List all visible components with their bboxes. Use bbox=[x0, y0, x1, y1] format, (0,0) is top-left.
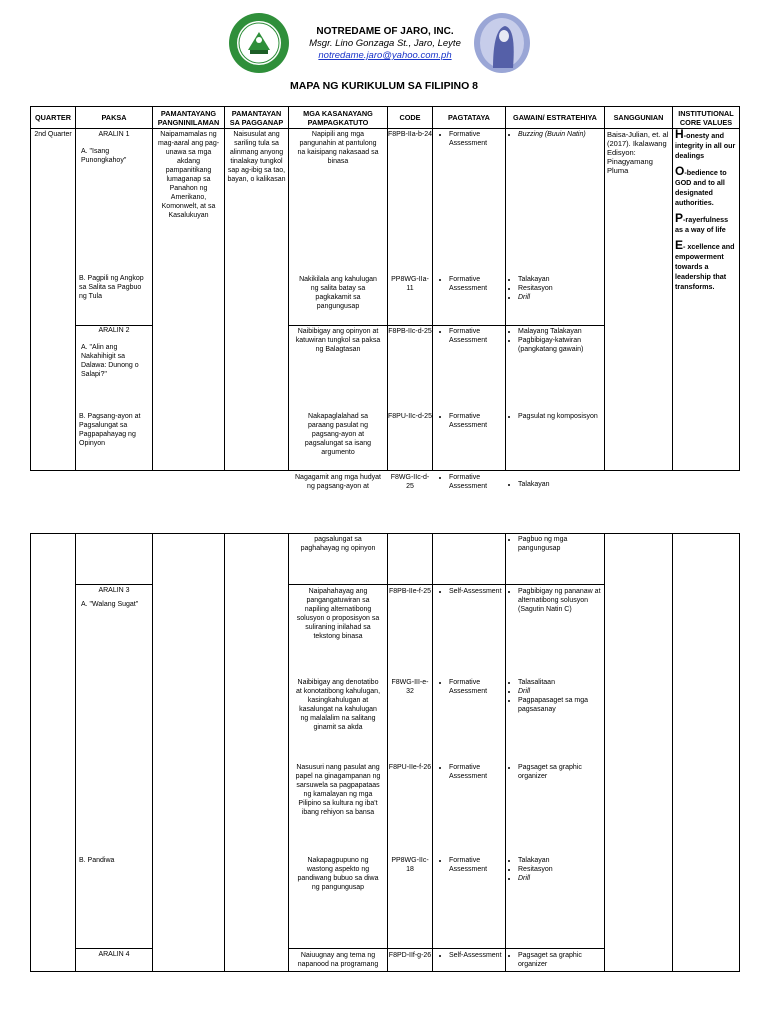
paksa-title: B. Pagpili ng Angkop sa Salita sa Pagbuo ng Tula bbox=[79, 275, 144, 300]
gawain-item: • Pagbibigay-katwiran (pangkatang gawain) bbox=[518, 336, 604, 354]
pamantayang-pangnilalaman-cell bbox=[153, 534, 225, 972]
core-value-honesty: H-onesty and integrity in all our dealings bbox=[675, 127, 736, 160]
document-title: MAPA NG KURIKULUM SA FILIPINO 8 bbox=[289, 80, 479, 92]
pagtataya-item: • Self-Assessment bbox=[449, 951, 505, 960]
gawain-cell bbox=[506, 129, 605, 488]
core-values-cell bbox=[673, 534, 740, 972]
core-value-prayerfulness: P-rayerfulness as a way of life bbox=[675, 211, 729, 234]
code-text: F8PD-IIf-g-26 bbox=[388, 948, 432, 960]
sanggunian-cell bbox=[605, 534, 673, 972]
paksa-cell bbox=[76, 129, 153, 471]
core-value-excellence: E- xcellence and empowerment towards a leadership that transforms. bbox=[675, 238, 735, 291]
kasanayan-text: pagsalungat sa paghahayag ng opinyon bbox=[300, 536, 376, 552]
col-header-paksa: PAKSA bbox=[76, 107, 153, 129]
gawain-item: • Resitasyon bbox=[518, 284, 604, 293]
code-text: F8WG-IIc-d-25 bbox=[390, 474, 430, 490]
table-row bbox=[31, 534, 740, 972]
kasanayan-text: Naibibigay ang opinyon at katuwiran tungkol sa paksa ng Balagtasan bbox=[289, 325, 387, 354]
aralin-label: ARALIN 4 bbox=[98, 951, 130, 958]
pagtataya-item: • Formative Assessment bbox=[449, 275, 505, 293]
document-header bbox=[0, 0, 768, 110]
gawain-item: • Drill bbox=[518, 293, 604, 302]
paksa-title: B. Pandiwa bbox=[79, 857, 115, 864]
kasanayan-text: Naiuugnay ang tema ng napanood na programang bbox=[289, 948, 387, 969]
school-name: NOTREDAME OF JARO, INC. bbox=[316, 26, 454, 37]
col-header-sanggunian: SANGGUNIAN bbox=[605, 107, 673, 129]
gawain-item: • Drill bbox=[518, 687, 604, 696]
quarter-cell bbox=[31, 534, 76, 972]
paksa-title: A. "Walang Sugat" bbox=[81, 601, 139, 608]
sanggunian-cell: Baisa-Julian, et. al (2017). Ikalawang Edisyon: Pinagyamang Pluma bbox=[605, 129, 673, 471]
code-text: F8PB-IIa-b-24 bbox=[388, 131, 432, 138]
gawain-item: • Talakayan bbox=[518, 480, 604, 489]
school-address: Msgr. Lino Gonzaga St., Jaro, Leyte bbox=[309, 38, 461, 49]
pagtataya-cell bbox=[433, 129, 506, 490]
col-header-code: CODE bbox=[388, 107, 433, 129]
gawain-item: • Resitasyon bbox=[518, 865, 604, 874]
kasanayan-text: Naipahahayag ang pangangatuwiran sa napiling alternatibong solusyon o proposisyon sa suliraning inilahad sa tekstong binasa bbox=[289, 584, 387, 641]
curriculum-table-2 bbox=[30, 533, 740, 972]
pagtataya-item: • Formative Assessment bbox=[449, 678, 505, 696]
kasanayan-text: Naibibigay ang denotatibo at konotatibong kahulugan, kasingkahulugan at kasalungat na kahulugan ng malalalim na salitang ginamit sa akda bbox=[295, 679, 381, 731]
table-row bbox=[31, 129, 740, 471]
kasanayan-text: Nakikilala ang kahulugan ng salita batay sa pagkakamit sa pangungusap bbox=[299, 276, 377, 310]
code-text: PP8WG-IIc-18 bbox=[391, 857, 429, 873]
kasanayan-text: Napipili ang mga pangunahin at pantulong na kaisipang nakasaad sa binasa bbox=[297, 131, 379, 165]
pamantayang-pangnilalaman-cell: Naipamamalas ng mag-aaral ang pag-unawa sa mga akdang pampanitikang lumaganap sa Panahon ng Amerikano, Komonwelt, at sa Kasalukuyan bbox=[153, 129, 225, 471]
gawain-item: • Malayang Talakayan bbox=[518, 327, 604, 336]
pagtataya-item: • Self-Assessment bbox=[449, 587, 505, 596]
col-header-core-values: INSTITUTIONAL CORE VALUES bbox=[673, 107, 740, 129]
col-header-kasanayan: MGA KASANAYANG PAMPAGKATUTO bbox=[289, 107, 388, 129]
gawain-item: • Pagpapasaget sa mga pagsasanay bbox=[518, 696, 604, 714]
kasanayan-text: Nagagamit ang mga hudyat ng pagsang-ayon at bbox=[295, 474, 381, 490]
curriculum-table-1 bbox=[30, 106, 740, 490]
gawain-item: • Pagbibigay ng pananaw at alternatibong solusyon (Sagutin Natin C) bbox=[518, 587, 604, 614]
col-header-gawain: GAWAIN/ ESTRATEHIYA bbox=[506, 107, 605, 129]
paksa-block bbox=[76, 948, 152, 960]
gawain-item: • Drill bbox=[518, 874, 604, 883]
gawain-item: • Talakayan bbox=[518, 856, 604, 865]
pagtataya-item: • Formative Assessment bbox=[449, 763, 505, 781]
aralin-label: ARALIN 1 bbox=[98, 131, 130, 138]
code-text: F8WG-III-e-32 bbox=[391, 679, 429, 695]
gawain-cell bbox=[506, 534, 605, 972]
gawain-item: • Pagsaget sa graphic organizer bbox=[518, 951, 604, 969]
paksa-block bbox=[76, 584, 152, 610]
paksa-title: A. "Isang Punongkahoy" bbox=[81, 148, 127, 164]
quarter-cell bbox=[31, 129, 76, 471]
pagtataya-item: • Formative Assessment bbox=[449, 412, 505, 430]
pagtataya-item: • Formative Assessment bbox=[449, 473, 505, 491]
paksa-title: B. Pagsang-ayon at Pagsalungat sa Pagpapahayag ng Opinyon bbox=[79, 413, 141, 447]
pamantayan-sa-pagganap-cell bbox=[225, 534, 289, 972]
school-seal-icon bbox=[228, 12, 290, 74]
code-cell bbox=[388, 534, 433, 972]
gawain-item: • Talasalitaan bbox=[518, 678, 604, 687]
code-text: F8PB-IIe-f-25 bbox=[388, 584, 432, 596]
pagtataya-cell bbox=[433, 534, 506, 972]
table-header-row bbox=[31, 107, 740, 129]
kasanayan-cell bbox=[289, 129, 388, 490]
kasanayan-text: Nakapagpupuno ng wastong aspekto ng pandiwang bubuo sa diwa ng pangungusap bbox=[297, 857, 379, 891]
pagtataya-item: • Formative Assessment bbox=[449, 327, 505, 345]
code-text: F8PU-IIc-d-25 bbox=[388, 413, 432, 420]
kasanayan-text: Nasusuri nang pasulat ang papel na ginagampanan ng sarsuwela sa pagpapataas ng kamalayan ng mga Pilipino sa kultura ng iba't ibang rehiyon sa bansa bbox=[295, 764, 381, 816]
gawain-item: • Pagsaget sa graphic organizer bbox=[518, 763, 604, 781]
code-text: PP8WG-IIa-11 bbox=[391, 276, 429, 292]
paksa-cell bbox=[76, 534, 153, 972]
school-email-link[interactable]: notredame.jaro@yahoo.com.ph bbox=[318, 50, 452, 61]
col-header-pamantayang-pangnilalaman: PAMANTAYANG PANGNINILAMAN bbox=[153, 107, 225, 129]
gawain-item: • Buzzing (Buuin Natin) bbox=[518, 130, 604, 139]
aralin-label: ARALIN 2 bbox=[98, 327, 130, 334]
code-text: F8PU-IIe-f-26 bbox=[388, 764, 432, 771]
col-header-quarter: QUARTER bbox=[31, 107, 76, 129]
kasanayan-cell bbox=[289, 534, 388, 972]
code-cell bbox=[388, 129, 433, 490]
core-values-cell bbox=[673, 129, 740, 471]
aralin-label: ARALIN 3 bbox=[98, 587, 130, 594]
col-header-pagtataya: PAGTATAYA bbox=[433, 107, 506, 129]
gawain-item: • Talakayan bbox=[518, 275, 604, 284]
pamantayan-sa-pagganap-cell: Naisusulat ang sariling tula sa alinmang anyong tinalakay tungkol sap ag-ibig sa tao, bayan, o kalikasan bbox=[225, 129, 289, 471]
paksa-block bbox=[76, 325, 152, 379]
pagtataya-item: • Formative Assessment bbox=[449, 856, 505, 874]
kasanayan-text: Nakapaglalahad sa paraang pasulat ng pagsang-ayon at pagsalungat sa isang argumento bbox=[304, 413, 372, 456]
madonna-logo-icon bbox=[473, 12, 531, 74]
code-text: F8PB-IIc-d-25 bbox=[388, 325, 432, 336]
col-header-pamantayan-sa-pagganap: PAMANTAYAN SA PAGGANAP bbox=[225, 107, 289, 129]
quarter-label: 2nd Quarter bbox=[34, 131, 72, 138]
paksa-block bbox=[76, 129, 152, 166]
core-value-obedience: O-bedience to GOD and to all designated authorities. bbox=[675, 164, 727, 207]
gawain-item: • Pagsulat ng komposisyon bbox=[518, 412, 604, 421]
gawain-item: • Pagbuo ng mga pangungusap bbox=[518, 535, 604, 553]
paksa-title: A. "Alin ang Nakahihigit sa Dalawa: Dunong o Salapi?" bbox=[81, 344, 139, 378]
pagtataya-item: • Formative Assessment bbox=[449, 130, 505, 148]
